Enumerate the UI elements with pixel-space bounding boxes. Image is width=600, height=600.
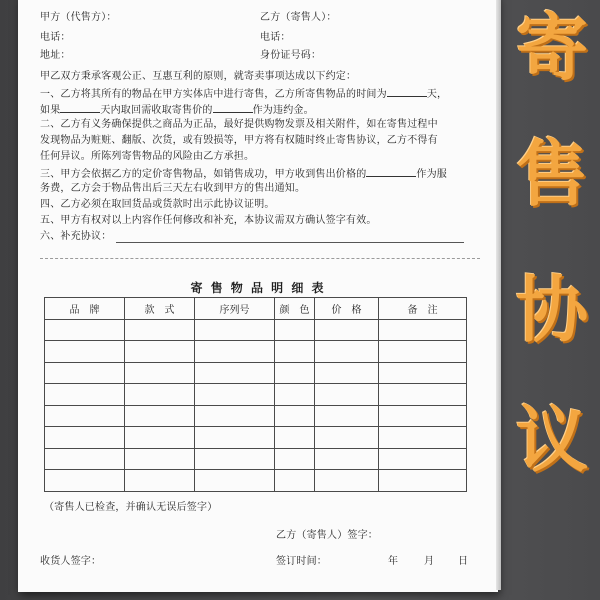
table-body — [45, 319, 467, 491]
cell-price[interactable] — [315, 448, 379, 470]
table-row — [45, 319, 467, 341]
clause-1-line-1 — [40, 87, 447, 101]
clause-1-text-a: 一、乙方将其所有的物品在甲方实体店中进行寄售，乙方所寄售物品的时间为 — [40, 89, 387, 100]
cell-price[interactable] — [315, 405, 379, 427]
clause-2-line-2: 发现物品为赃赃、翻版、次货，或有毁损等，甲方将有权随时终止寄售协议，乙方不得有 — [40, 135, 438, 146]
clause-2-line-1: 二、乙方有义务确保提供之商品为正品，最好提供购物发票及相关附件，如在寄售过程中 — [40, 119, 438, 130]
clause-6-label: 六、补充协议： — [40, 231, 112, 242]
cell-brand[interactable] — [45, 362, 125, 384]
column-price: 价 格 — [315, 298, 379, 320]
cell-remarks[interactable] — [379, 362, 467, 384]
cell-style[interactable] — [125, 319, 195, 341]
cell-serial-number[interactable] — [195, 319, 275, 341]
id-number-label: 身份证号码： — [260, 50, 322, 61]
column-remarks: 备 注 — [379, 298, 467, 320]
clause-3-text-a: 三、甲方会依据乙方的定价寄售物品，如销售成功，甲方收到售出价格的 — [40, 169, 367, 180]
clause-5: 五、甲方有权对以上内容作任何修改和补充，本协议需双方确认签字有效。 — [40, 215, 377, 226]
clause-1-text-d: 天内取回需收取寄售价的 — [100, 105, 213, 116]
intro-text: 甲乙双方秉承客观公正、互惠互利的原则，就寄卖事项达成以下约定： — [40, 71, 357, 82]
penalty-rate-blank[interactable] — [213, 103, 253, 113]
phone-label-a: 电话： — [40, 32, 71, 43]
table-row — [45, 405, 467, 427]
clause-2-line-3: 任何异议。所陈列寄售物品的风险由乙方承担。 — [40, 151, 255, 162]
cell-remarks[interactable] — [379, 448, 467, 470]
cell-price[interactable] — [315, 384, 379, 406]
clause-3-text-b: 作为服 — [416, 169, 448, 180]
cell-color[interactable] — [275, 384, 315, 406]
table-row — [45, 427, 467, 449]
cell-serial-number[interactable] — [195, 341, 275, 363]
cell-serial-number[interactable] — [195, 405, 275, 427]
cell-serial-number[interactable] — [195, 362, 275, 384]
banner-char-xie: 协 — [515, 268, 588, 352]
retrieve-days-blank[interactable] — [60, 103, 100, 113]
table-header-row — [45, 298, 467, 320]
paper-stack-edge — [496, 0, 501, 590]
cell-style[interactable] — [125, 341, 195, 363]
column-brand: 品 牌 — [45, 298, 125, 320]
cell-price[interactable] — [315, 341, 379, 363]
cell-color[interactable] — [275, 362, 315, 384]
cell-style[interactable] — [125, 427, 195, 449]
cell-remarks[interactable] — [379, 384, 467, 406]
party-a-label: 甲方（代售方）： — [40, 12, 117, 23]
party-b-signature-label: 乙方（寄售人）签字： — [276, 530, 378, 541]
cell-serial-number[interactable] — [195, 448, 275, 470]
cell-brand[interactable] — [45, 427, 125, 449]
banner-char-ji: 寄 — [515, 6, 588, 90]
cell-remarks[interactable] — [379, 470, 467, 492]
cell-serial-number[interactable] — [195, 427, 275, 449]
cell-brand[interactable] — [45, 405, 125, 427]
cell-color[interactable] — [275, 470, 315, 492]
cell-color[interactable] — [275, 448, 315, 470]
party-b-label: 乙方（寄售人）： — [260, 12, 337, 23]
cell-remarks[interactable] — [379, 319, 467, 341]
date-year: 年 — [388, 556, 399, 567]
table-row — [45, 362, 467, 384]
cell-style[interactable] — [125, 448, 195, 470]
cell-style[interactable] — [125, 405, 195, 427]
clause-1-text-e: 作为违约金。 — [252, 105, 314, 116]
cell-brand[interactable] — [45, 319, 125, 341]
table-row — [45, 341, 467, 363]
date-month: 月 — [424, 556, 435, 567]
cell-remarks[interactable] — [379, 341, 467, 363]
cell-brand[interactable] — [45, 341, 125, 363]
cell-price[interactable] — [315, 319, 379, 341]
cell-brand[interactable] — [45, 470, 125, 492]
cell-price[interactable] — [315, 427, 379, 449]
table-title: 寄 售 物 品 明 细 表 — [190, 281, 326, 295]
cell-serial-number[interactable] — [195, 384, 275, 406]
table-row — [45, 470, 467, 492]
clause-3-line-1 — [40, 167, 447, 181]
column-serial-number: 序列号 — [195, 298, 275, 320]
clause-1-line-2 — [40, 103, 314, 117]
cell-color[interactable] — [275, 427, 315, 449]
receiver-signature-label: 收货人签字： — [40, 556, 102, 567]
cell-color[interactable] — [275, 405, 315, 427]
cell-serial-number[interactable] — [195, 470, 275, 492]
phone-label-b: 电话： — [260, 32, 291, 43]
date-day: 日 — [458, 556, 469, 567]
cell-style[interactable] — [125, 384, 195, 406]
table-row — [45, 448, 467, 470]
cell-price[interactable] — [315, 362, 379, 384]
consignment-items-table — [44, 297, 467, 492]
column-color: 颜 色 — [275, 298, 315, 320]
supplement-line[interactable] — [116, 242, 464, 243]
clause-4: 四、乙方必须在取回货品或货款时出示此协议证明。 — [40, 199, 275, 210]
cell-brand[interactable] — [45, 384, 125, 406]
clause-1-text-b: 天， — [426, 89, 448, 100]
sign-time-label: 签订时间： — [276, 556, 327, 567]
cell-color[interactable] — [275, 319, 315, 341]
address-label: 地址： — [40, 50, 71, 61]
cell-price[interactable] — [315, 470, 379, 492]
service-fee-blank[interactable] — [366, 167, 416, 177]
cell-remarks[interactable] — [379, 405, 467, 427]
clause-1-text-c: 如果 — [40, 105, 61, 116]
column-style: 款 式 — [125, 298, 195, 320]
cell-style[interactable] — [125, 362, 195, 384]
consign-days-blank[interactable] — [387, 87, 427, 97]
check-note: （寄售人已检查，并确认无误后签字） — [44, 502, 218, 513]
cell-color[interactable] — [275, 341, 315, 363]
banner-char-yi: 议 — [515, 398, 588, 482]
cell-brand[interactable] — [45, 448, 125, 470]
divider — [40, 258, 480, 259]
banner-char-shou: 售 — [515, 132, 588, 216]
cell-style[interactable] — [125, 470, 195, 492]
consignment-agreement-sheet — [18, 0, 498, 592]
cell-remarks[interactable] — [379, 427, 467, 449]
table-row — [45, 384, 467, 406]
clause-3-line-2: 务费，乙方会于物品售出后三天左右收到甲方的售出通知。 — [40, 183, 306, 194]
